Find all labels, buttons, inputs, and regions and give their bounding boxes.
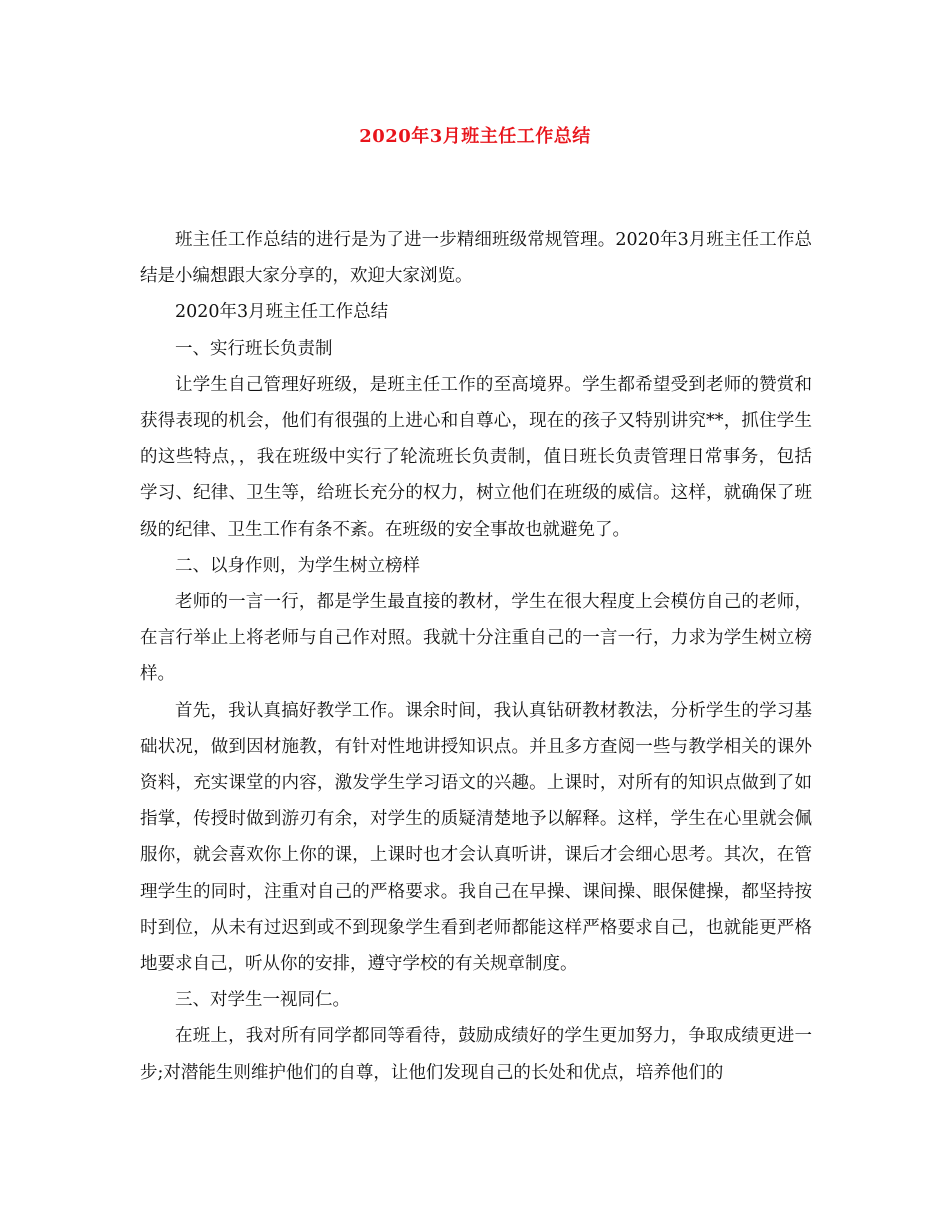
section-heading-1: 一、实行班长负责制 xyxy=(175,338,333,359)
subtitle-paragraph: 2020年3月班主任工作总结 xyxy=(175,302,389,323)
section-3-paragraph: 在班上，我对所有同学都同等看待，鼓励成绩好的学生更加努力，争取成绩更进一步;对潜能生则维护他们的自尊，让他们发现自己的长处和优点，培养他们的 xyxy=(140,1026,812,1083)
document-title: 2020年3月班主任工作总结 xyxy=(359,126,591,147)
section-2-paragraph-1: 老师的一言一行，都是学生最直接的教材，学生在很大程度上会模仿自己的老师，在言行举止上将老师与自己作对照。我就十分注重自己的一言一行，力求为学生树立榜样。 xyxy=(140,592,812,685)
section-2-paragraph-2: 首先，我认真搞好教学工作。课余时间，我认真钻研教材教法，分析学生的学习基础状况，做到因材施教，有针对性地讲授知识点。并且多方查阅一些与教学相关的课外资料，充实课堂的内容，激发学生学习语文的兴趣。上课时，对所有的知识点做到了如指掌，传授时做到游刃有余，对学生的质疑清楚地予以解释。这样，学生在心里就会佩服你，就会喜欢你上你的课，上课时也才会认真听讲，课后才会细心思考。其次，在管理学生的同时，注重对自己的严格要求。我自己在早操、课间操、眼保健操，都坚持按时到位，从未有过迟到或不到现象学生看到老师都能这样严格要求自己，也就能更严格地要求自己，听从你的安排，遵守学校的有关规章制度。 xyxy=(140,700,812,975)
section-heading-2: 二、以身作则，为学生树立榜样 xyxy=(175,555,420,576)
section-heading-3: 三、对学生一视同仁。 xyxy=(175,990,350,1011)
section-1-paragraph: 让学生自己管理好班级，是班主任工作的至高境界。学生都希望受到老师的赞赏和获得表现的机会，他们有很强的上进心和自尊心，现在的孩子又特别讲究**，抓住学生的这些特点，，我在班级中实行了轮流班长负责制，值日班长负责管理日常事务，包括学习、纪律、卫生等，给班长充分的权力，树立他们在班级的威信。这样，就确保了班级的纪律、卫生工作有条不紊。在班级的安全事故也就避免了。 xyxy=(140,374,812,540)
document-body xyxy=(140,222,812,1091)
intro-paragraph: 班主任工作总结的进行是为了进一步精细班级常规管理。2020年3月班主任工作总结是小编想跟大家分享的，欢迎大家浏览。 xyxy=(140,230,812,287)
